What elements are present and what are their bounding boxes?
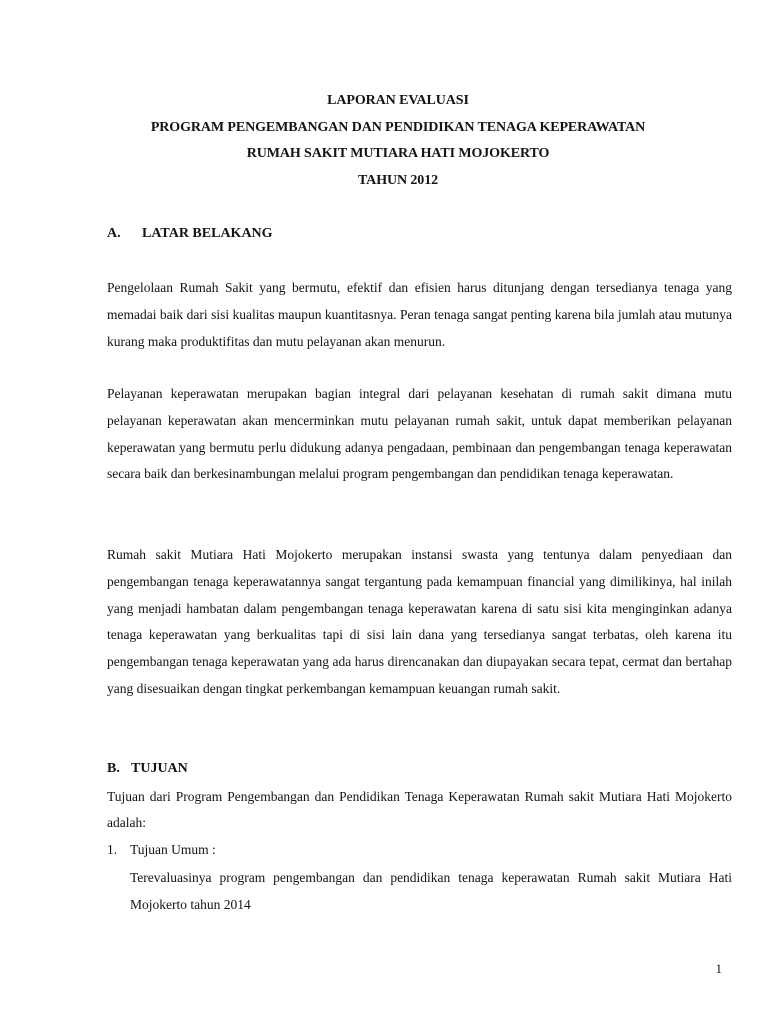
- section-a-title: LATAR BELAKANG: [142, 226, 273, 241]
- section-a-heading: [107, 226, 273, 242]
- page-number: 1: [715, 961, 722, 976]
- paragraph-text: Tujuan dari Program Pengembangan dan Pendidikan Tenaga Keperawatan Rumah sakit Mutiara Hati Mojokerto adalah:: [107, 789, 732, 830]
- section-a-letter: A.: [107, 226, 121, 241]
- paragraph-text: Terevaluasinya program pengembangan dan pendidikan tenaga keperawatan Rumah sakit Mutiara Hati Mojokerto tahun 2014: [130, 870, 732, 912]
- title-line-3: RUMAH SAKIT MUTIARA HATI MOJOKERTO: [246, 146, 550, 161]
- section-a-paragraph-1: [107, 275, 732, 355]
- paragraph-text: Pelayanan keperawatan merupakan bagian integral dari pelayanan kesehatan di rumah sakit dimana mutu pelayanan keperawatan akan mencerminkan mutu pelayanan rumah sakit, untuk dapat memberikan pelayanan keperawatan yang bermutu perlu didukung adanya pengadaan, pembinaan dan pengembangan tenaga keperawatan secara baik dan berkesinambungan melalui program pengembangan dan pendidikan tenaga keperawatan.: [107, 386, 732, 482]
- section-a-paragraph-2: [107, 381, 732, 488]
- section-b-heading: [107, 761, 188, 777]
- list-number: 1.: [107, 842, 118, 857]
- section-b-title: TUJUAN: [131, 761, 188, 776]
- section-b-intro: [107, 784, 732, 836]
- title-line-1: LAPORAN EVALUASI: [327, 93, 469, 108]
- title-line-2: PROGRAM PENGEMBANGAN DAN PENDIDIKAN TENAGA KEPERAWATAN: [150, 119, 646, 135]
- list-label: Tujuan Umum :: [130, 842, 216, 857]
- list-item-1: [107, 840, 216, 860]
- paragraph-text: Pengelolaan Rumah Sakit yang bermutu, efektif dan efisien harus ditunjang dengan tersedianya tenaga yang memadai baik dari sisi kualitas maupun kuantitasnya. Peran tenaga sangat penting karena bila jumlah atau mutunya kurang maka produktifitas dan mutu pelayanan akan menurun.: [107, 280, 732, 349]
- section-b-letter: B.: [107, 761, 120, 776]
- list-item-1-text: [130, 865, 732, 919]
- paragraph-text: Rumah sakit Mutiara Hati Mojokerto merupakan instansi swasta yang tentunya dalam penyediaan dan pengembangan tenaga keperawatannya sangat tergantung pada kemampuan financial yang dimilikinya, hal inilah yang menjadi hambatan dalam pengembangan tenaga keperawatan karena di satu sisi kita menginginkan adanya tenaga keperawatan yang berkualitas tapi di sisi lain dana yang tersedianya sangat terbatas, oleh karena itu pengembangan tenaga keperawatan yang ada harus direncanakan dan diupayakan secara tepat, cermat dan bertahap yang disesuaikan dengan tingkat perkembangan kemampuan keuangan rumah sakit.: [107, 547, 732, 696]
- report-title: [0, 88, 768, 194]
- section-a-paragraph-3: [107, 542, 732, 703]
- title-line-4: TAHUN 2012: [357, 172, 439, 188]
